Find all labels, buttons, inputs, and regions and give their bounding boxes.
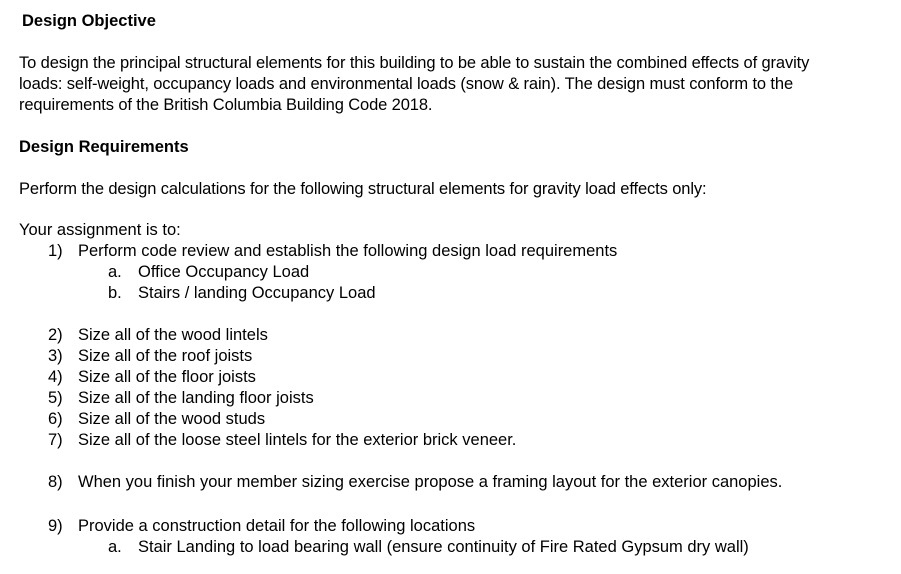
objective-line-1: To design the principal structural elements for this building to be able to sustain the combined effects of gravity [19,54,810,72]
item-number: 9) [48,517,63,535]
item-number: 2) [48,326,63,344]
subitem-text: Office Occupancy Load [138,263,310,281]
item-text: Size all of the wood studs [78,410,266,428]
objective-line-2: loads: self-weight, occupancy loads and environmental loads (snow & rain). The design must conform to the [19,75,794,93]
item-text: Size all of the wood lintels [78,326,268,344]
subitem-text: Stairs / landing Occupancy Load [138,284,376,302]
objective-heading: Design Objective [22,12,156,30]
requirements-heading: Design Requirements [19,138,189,156]
requirements-intro: Perform the design calculations for the following structural elements for gravity load effects only: [19,180,707,198]
item-number: 3) [48,347,63,365]
item-text: Size all of the loose steel lintels for the exterior brick veneer. [78,431,517,449]
subitem-label: a. [108,538,122,556]
item-text: Size all of the roof joists [78,347,253,365]
item-number: 8) [48,473,63,491]
subitem-text: Stair Landing to load bearing wall (ensure continuity of Fire Rated Gypsum dry wall) [138,538,749,556]
item-text: Provide a construction detail for the following locations [78,517,476,535]
assignment-intro: Your assignment is to: [19,221,181,239]
item-text: When you finish your member sizing exercise propose a framing layout for the exterior canopies. [78,473,783,491]
item-number: 5) [48,389,63,407]
subitem-label: a. [108,263,122,281]
item-number: 7) [48,431,63,449]
item-number: 6) [48,410,63,428]
item-number: 4) [48,368,63,386]
objective-line-3: requirements of the British Columbia Building Code 2018. [19,96,433,114]
item-text: Size all of the floor joists [78,368,256,386]
item-text: Perform code review and establish the following design load requirements [78,242,618,260]
subitem-label: b. [108,284,122,302]
item-text: Size all of the landing floor joists [78,389,314,407]
item-number: 1) [48,242,63,260]
